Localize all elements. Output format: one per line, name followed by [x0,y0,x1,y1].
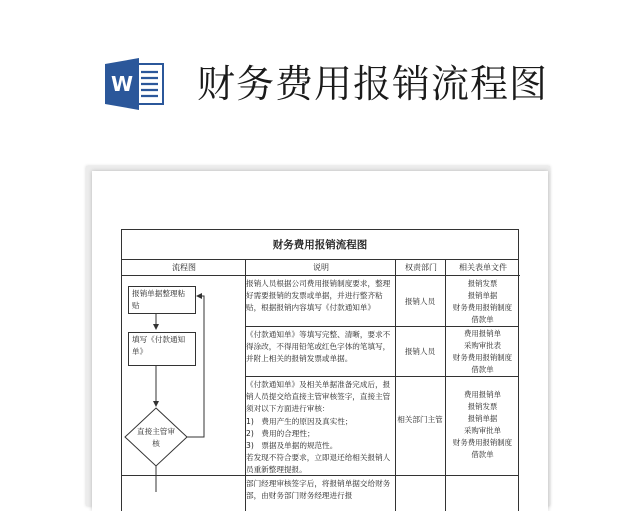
flowchart-table [121,229,519,511]
row3-criterion: 3) 票据及单据的规范性。 [246,441,338,451]
form-item: 采购审批表 [464,341,501,350]
row3-department: 相关部门主管 [397,415,443,424]
row1-department: 报销人员 [404,297,436,306]
flow-step-organize-receipts: 报销单据整理粘贴 [128,286,196,314]
form-item: 财务费用报销制度 [452,303,513,312]
row1-description-text: 报销人员根据公司费用报销制度要求，整理好需要报销的发票或单据，并进行整齐粘贴，根据报销内容填写《付款通知单》 [246,279,391,313]
form-item: 报销发票 [467,279,498,288]
form-item: 借款单 [471,450,494,459]
flow-decision-manager-review: 直接主管审核 [137,427,175,448]
row2-department: 报销人员 [404,347,436,356]
row2-description [246,329,394,366]
row2-forms [446,328,519,376]
flow-step-fill-payment-notice: 填写《付款通知单》 [128,332,196,366]
row1-forms [446,278,519,326]
form-item: 报销单据 [467,291,498,300]
form-item: 报销发票 [467,402,498,411]
form-item: 借款单 [471,365,494,374]
form-item: 采购审批单 [464,426,501,435]
row3-criterion: 1) 费用产生的原因及真实性； [246,416,353,426]
row3-criterion: 2) 费用的合理性； [246,428,315,438]
word-logo-icon [103,58,165,110]
form-item: 费用报销单 [464,329,501,338]
document-preview [92,171,548,511]
row4-description [246,478,394,502]
form-item: 报销单据 [467,414,498,423]
column-header-forms: 相关表单文件 [446,260,520,276]
form-item: 财务费用报销制度 [452,438,513,447]
row3-forms [446,389,519,461]
column-header-department: 权责部门 [396,260,446,276]
form-item: 费用报销单 [464,390,501,399]
row3-description-note: 若发现不符合要求，立即退还给相关报销人员重新整理提报。 [246,453,391,475]
page-title: 财务费用报销流程图 [197,62,549,106]
row3-description [246,379,394,477]
table-title: 财务费用报销流程图 [122,230,518,260]
row4-description-text: 部门经理审核签字后，将报销单据交给财务部，由财务部门财务经理进行报 [246,479,391,501]
column-header-flowchart: 流程图 [122,260,246,276]
row1-description [246,278,394,315]
column-header-description: 说明 [246,260,396,276]
row3-description-text: 《付款通知单》及相关单据准备完成后，报销人员提交给直接主管审核签字，直接主管须对以下方面进行审核： [246,380,391,414]
form-item: 财务费用报销制度 [452,353,513,362]
row2-description-text: 《付款通知单》等填写完整、清晰，要求不得涂改，不得用铅笔或红色字体的笔填写，并附上相关的报销发票或单据。 [246,330,391,364]
form-item: 借款单 [471,315,494,324]
logo-letter: W [110,72,134,96]
